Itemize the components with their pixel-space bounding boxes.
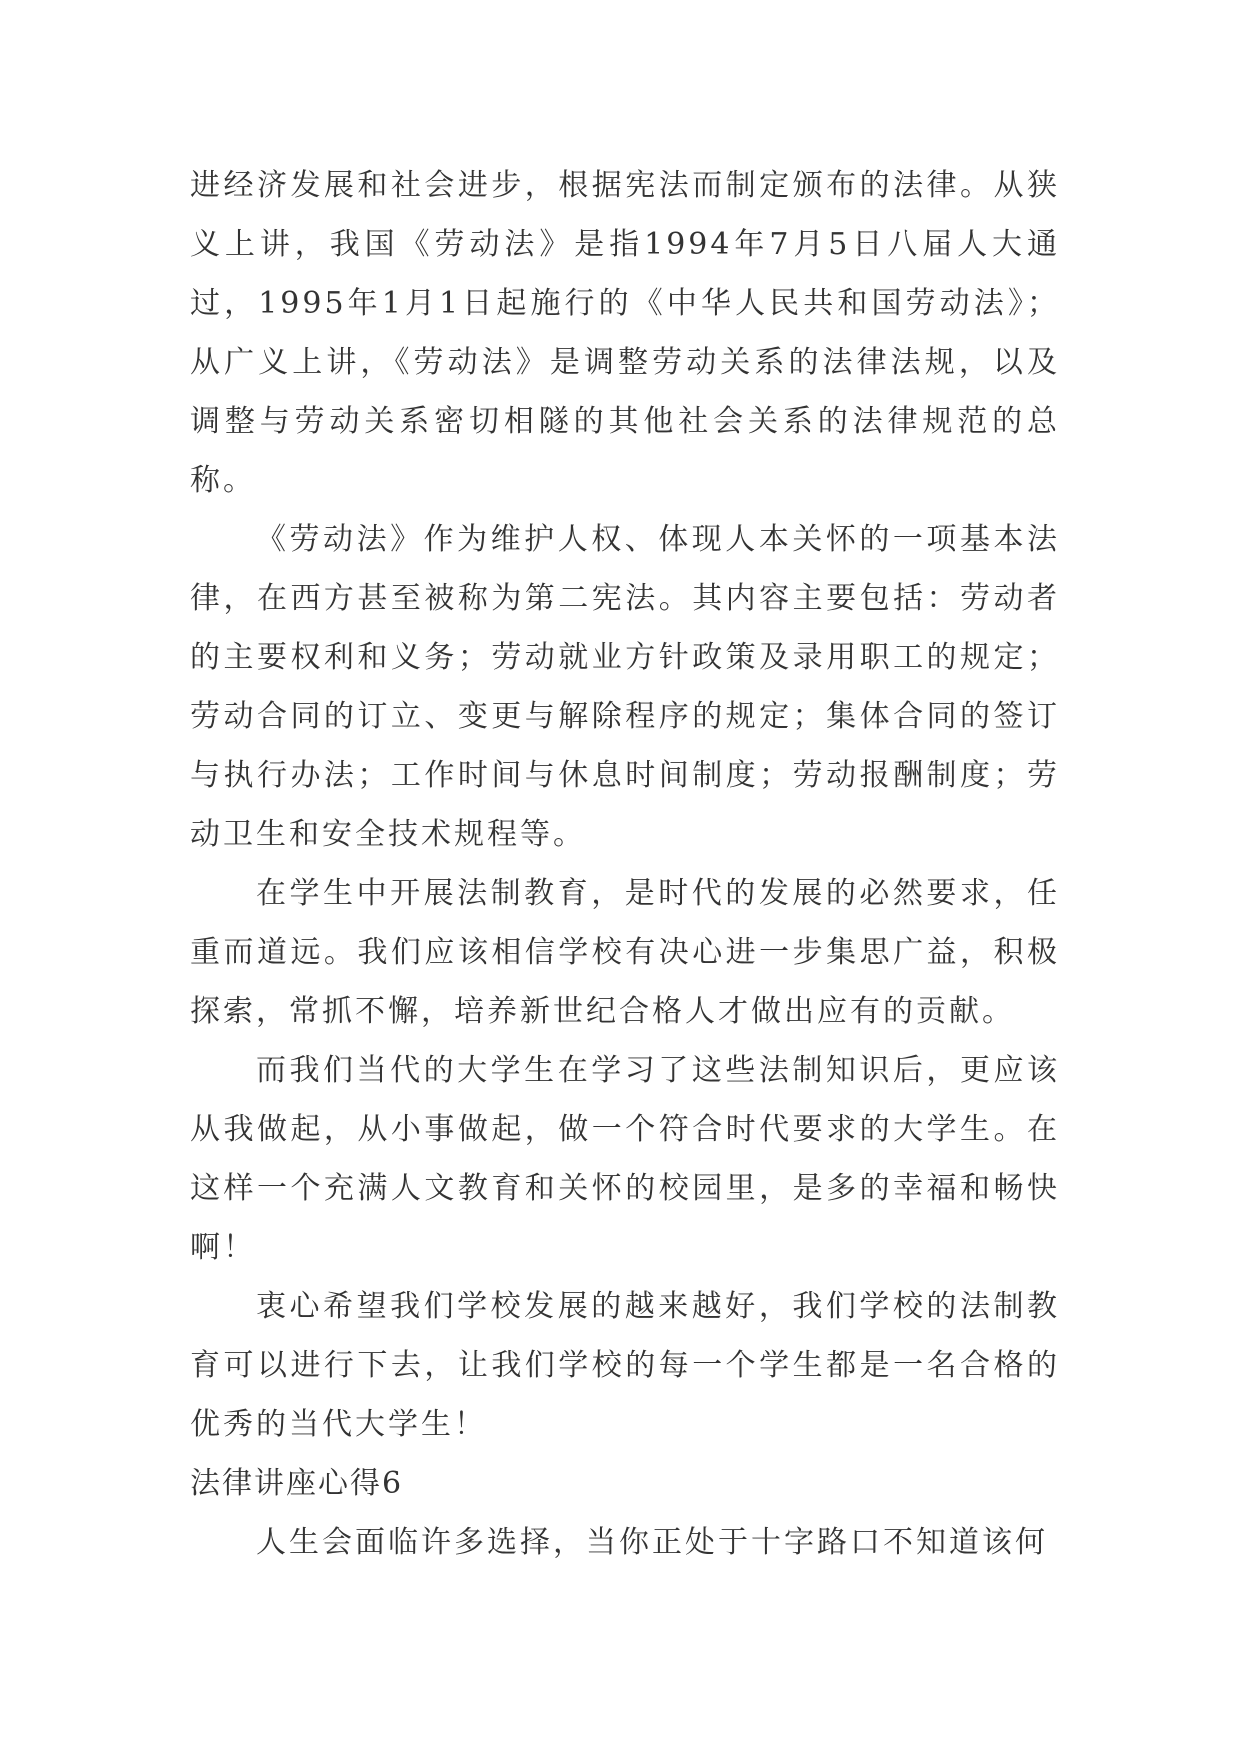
- paragraph-legal-education: 在学生中开展法制教育，是时代的发展的必然要求，任重而道远。我们应该相信学校有决心进一步集思广益，积极探索，常抓不懈，培养新世纪合格人才做出应有的贡献。: [190, 876, 1060, 1029]
- paragraph-student-responsibility: 而我们当代的大学生在学习了这些法制知识后，更应该从我做起，从小事做起，做一个符合时代要求的大学生。在这样一个充满人文教育和关怀的校园里，是多的幸福和畅快啊！: [190, 1053, 1060, 1265]
- paragraph-closing-wish: 衷心希望我们学校发展的越来越好，我们学校的法制教育可以进行下去，让我们学校的每一个学生都是一名合格的优秀的当代大学生！: [190, 1289, 1060, 1442]
- section-heading: 法律讲座心得6: [190, 1466, 404, 1501]
- document-body: [190, 156, 1060, 1572]
- paragraph-section-6-opening: 人生会面临许多选择，当你正处于十字路口不知道该何: [256, 1525, 1048, 1560]
- paragraph-labor-law-definition: 进经济发展和社会进步，根据宪法而制定颁布的法律。从狭义上讲，我国《劳动法》是指1994年7月5日八届人大通过，1995年1月1日起施行的《中华人民共和国劳动法》；从广义上讲，《劳动法》是调整劳动关系的法律法规，以及调整与劳动关系密切相隧的其他社会关系的法律规范的总称。: [190, 168, 1060, 498]
- paragraph-labor-law-content: 《劳动法》作为维护人权、体现人本关怀的一项基本法律，在西方甚至被称为第二宪法。其内容主要包括：劳动者的主要权利和义务；劳动就业方针政策及录用职工的规定；劳动合同的订立、变更与解除程序的规定；集体合同的签订与执行办法；工作时间与休息时间制度；劳动报酬制度；劳动卫生和安全技术规程等。: [190, 522, 1060, 852]
